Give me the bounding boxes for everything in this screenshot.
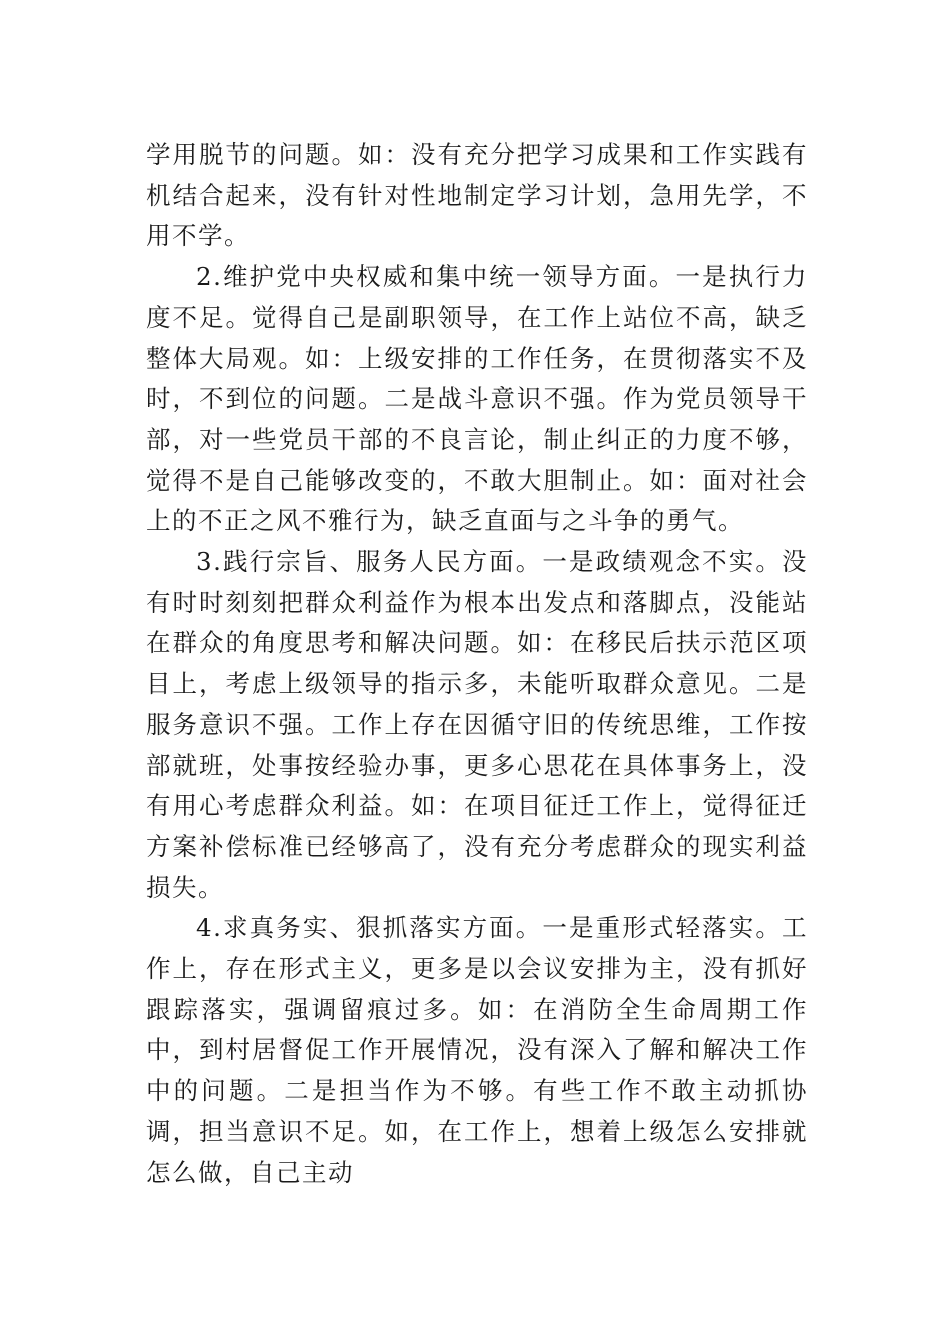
paragraph-3: 3.践行宗旨、服务人民方面。一是政绩观念不实。没有时时刻刻把群众利益作为根本出发点和落脚点，没能站在群众的角度思考和解决问题。如：在移民后扶示范区项目上，考虑上级领导的指示多，未能听取群众意见。二是服务意识不强。工作上存在因循守旧的传统思维，工作按部就班，处事按经验办事，更多心思花在具体事务上，没有用心考虑群众利益。如：在项目征迁工作上，觉得征迁方案补偿标准已经够高了，没有充分考虑群众的现实利益损失。: [146, 547, 808, 902]
paragraph-4: 4.求真务实、狠抓落实方面。一是重形式轻落实。工作上，存在形式主义，更多是以会议安排为主，没有抓好跟踪落实，强调留痕过多。如：在消防全生命周期工作中，到村居督促工作开展情况，没有深入了解和解决工作中的问题。二是担当作为不够。有些工作不敢主动抓协调，担当意识不足。如，在工作上，想着上级怎么安排就怎么做，自己主动: [146, 913, 808, 1187]
document-body: [146, 135, 808, 1193]
paragraph-2: 2.维护党中央权威和集中统一领导方面。一是执行力度不足。觉得自己是副职领导，在工作上站位不高，缺乏整体大局观。如：上级安排的工作任务，在贯彻落实不及时，不到位的问题。二是战斗意识不强。作为党员领导干部，对一些党员干部的不良言论，制止纠正的力度不够，觉得不是自己能够改变的，不敢大胆制止。如：面对社会上的不正之风不雅行为，缺乏直面与之斗争的勇气。: [146, 262, 808, 536]
paragraph-1: 学用脱节的问题。如：没有充分把学习成果和工作实践有机结合起来，没有针对性地制定学习计划，急用先学，不用不学。: [146, 140, 808, 251]
